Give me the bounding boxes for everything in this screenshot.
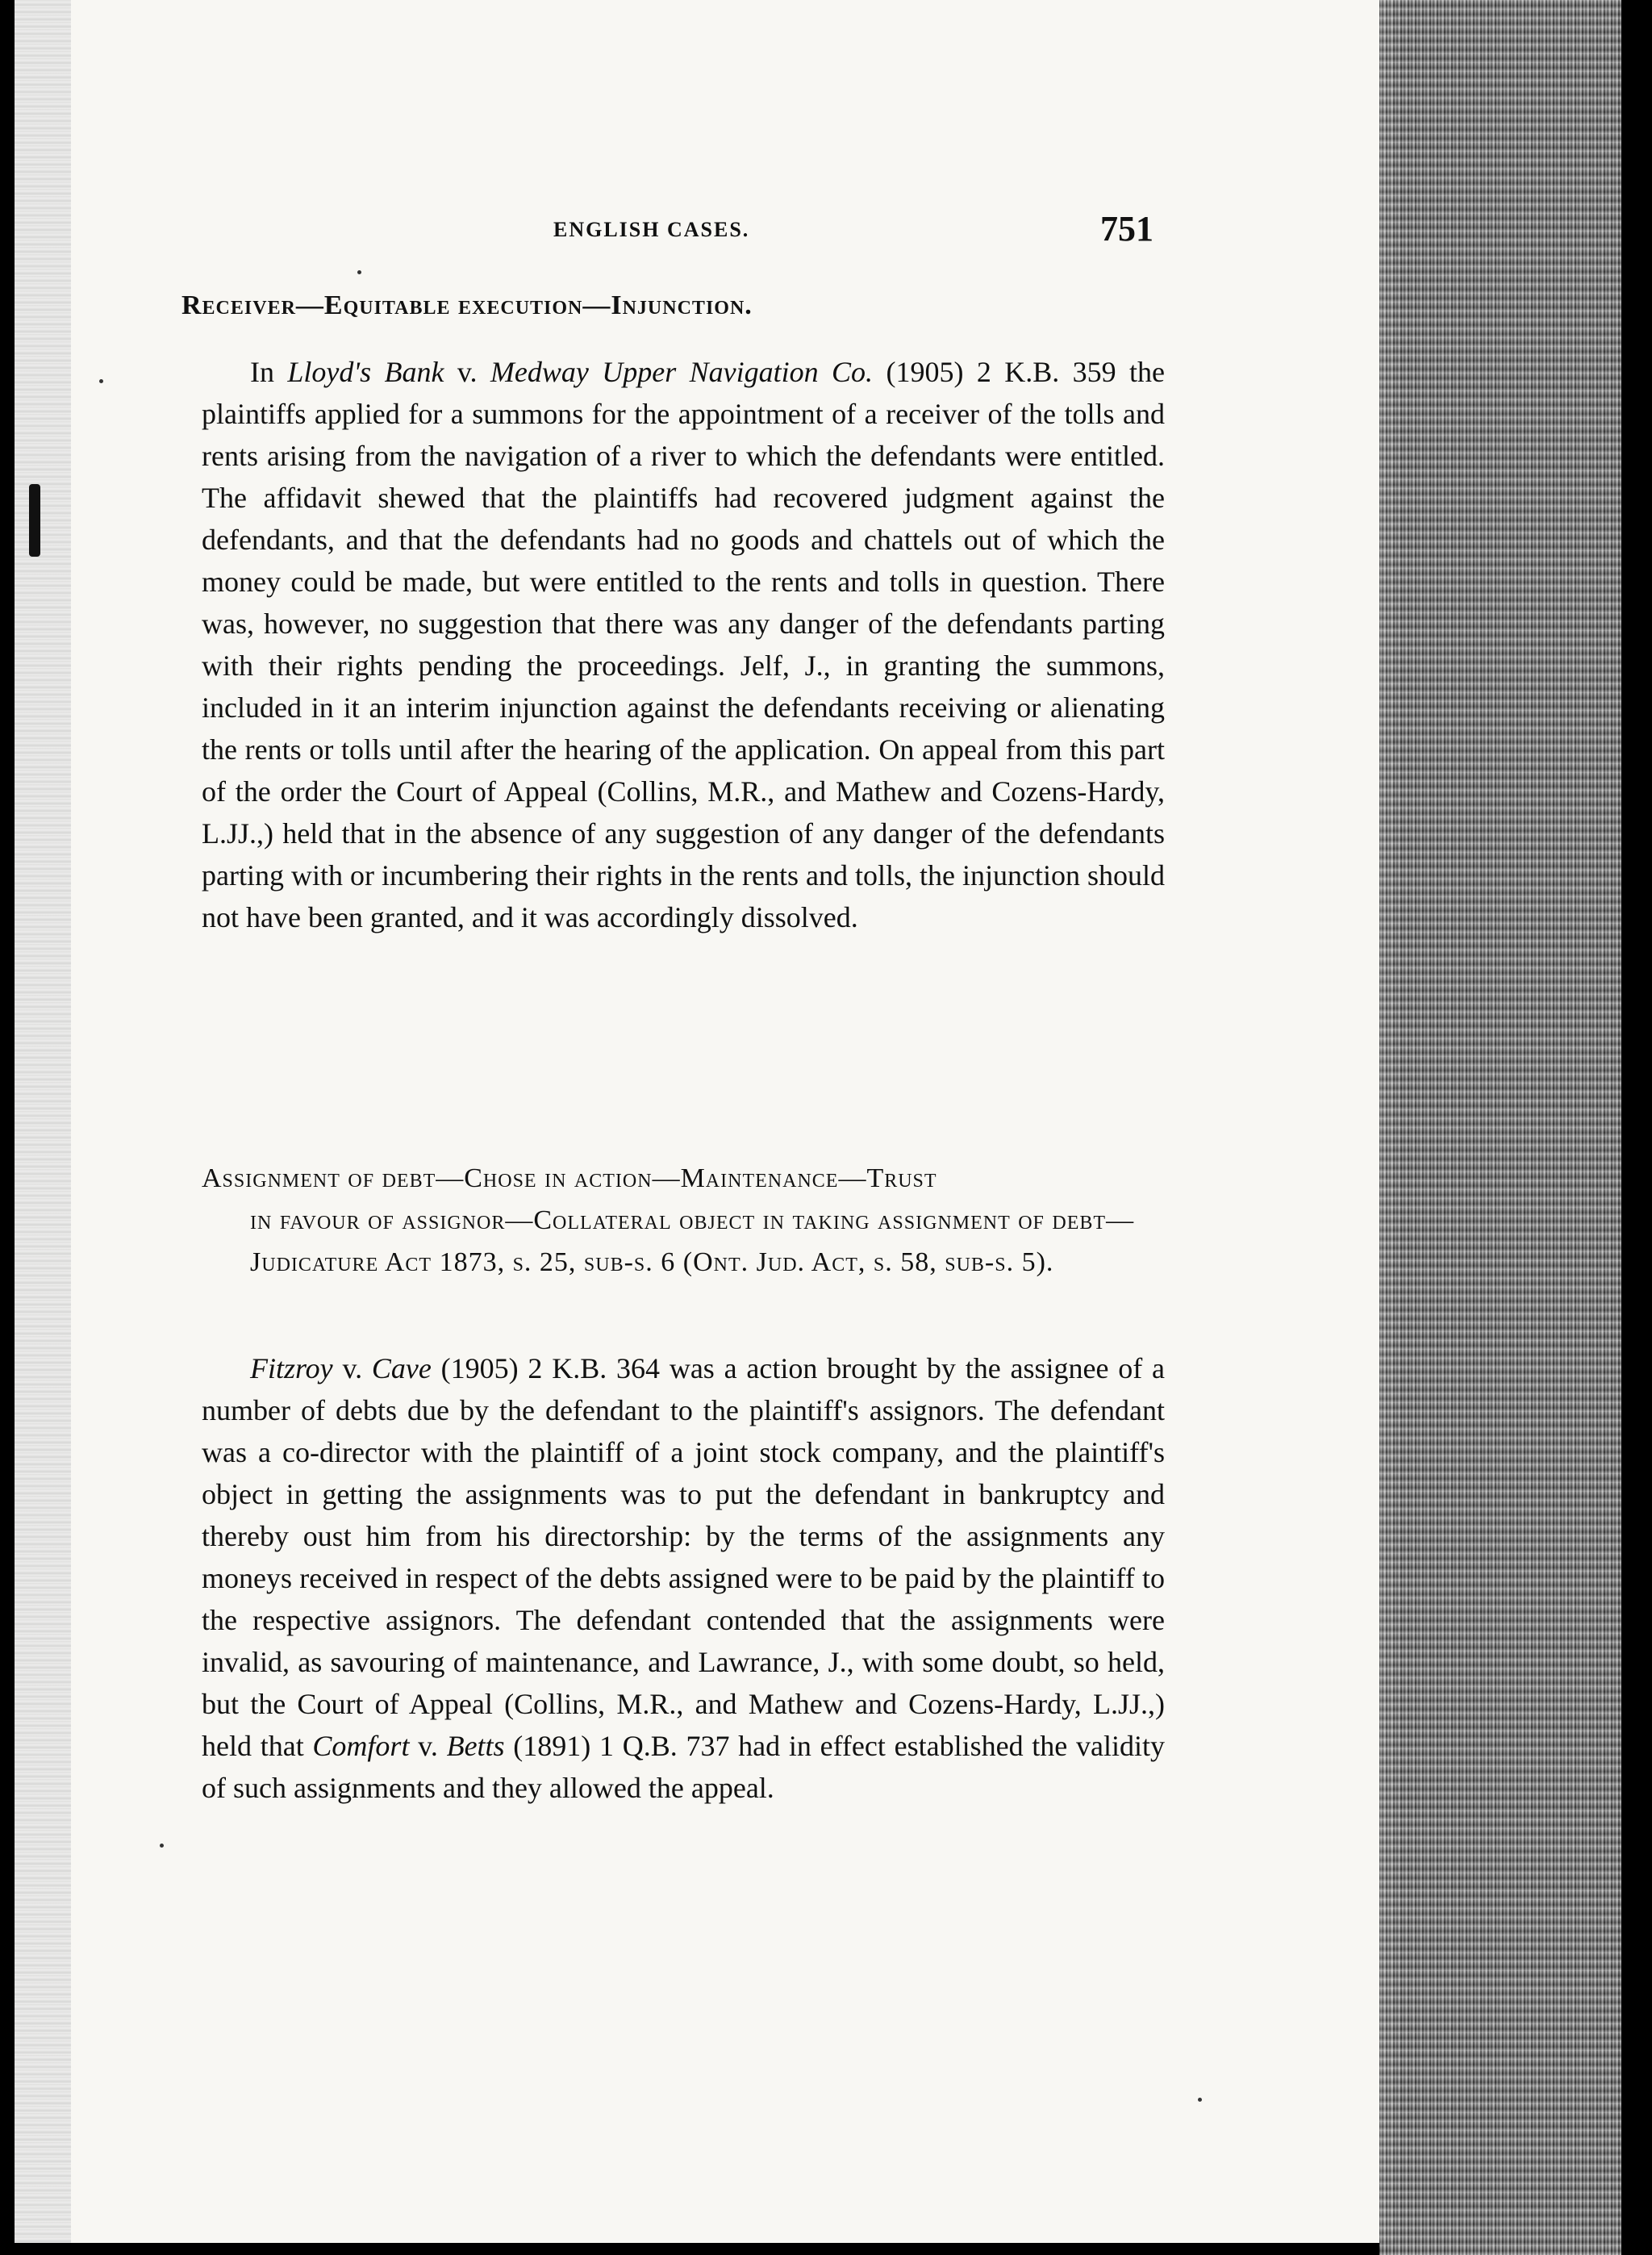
versus: v. — [332, 1352, 372, 1384]
page-number: 751 — [1100, 209, 1153, 248]
case-party: Cave — [371, 1352, 432, 1384]
paragraph-body: (1905) 2 K.B. 364 was a action brought by the assignee of a number of debts due by the defendant to the plaintiff's assignors. The defendant was a co-director with the plaintiff of a joint stock company, and the plaintiff's object in getting the assignments was to put the defendant in bankruptcy and thereby oust him from his directorship: by the terms of the assignments any moneys received in respect of the debts assigned were to be paid by the plaintiff to the respective assignors. The defendant contended that the assignments were invalid, as savouring of maintenance, and Lawrance, J., with some doubt, so held, but the Court of Appeal (Collins, M.R., and Mathew and Cozens-Hardy, L.JJ.,) held that — [202, 1352, 1165, 1762]
speck — [357, 270, 361, 274]
paragraph-fitzroy-cave — [202, 1347, 1165, 1809]
running-head: ENGLISH CASES. — [553, 218, 750, 241]
cited-case: Comfort — [312, 1730, 410, 1762]
margin-mark — [29, 484, 40, 557]
cited-versus: v. — [409, 1730, 447, 1762]
section-heading-assignment — [202, 1158, 1166, 1284]
heading-continuation: in favour of assignor—Collateral object in taking assignment of debt—Judicature Act 1873, s. 25, sub-s. 6 (Ont. Jud. Act, s. 58, sub-s. 5). — [250, 1205, 1135, 1277]
paragraph-lloyds-bank — [202, 351, 1165, 938]
case-name: Fitzroy — [250, 1352, 333, 1384]
paragraph-body-end: (1891) 1 Q.B. 737 had in effect established the validity of such assignments and they allowed the appeal. — [202, 1730, 1165, 1804]
speck — [99, 379, 103, 383]
cited-party: Betts — [446, 1730, 505, 1762]
binding-shadow — [15, 0, 71, 2243]
case-name: Lloyd's Bank — [287, 356, 444, 388]
section-heading-receiver: Receiver—Equitable execution—Injunction. — [181, 290, 753, 320]
speck — [160, 1844, 164, 1848]
case-party: Medway Upper Navigation Co. — [490, 356, 874, 388]
lead-in: In — [250, 356, 288, 388]
versus: v. — [444, 356, 490, 388]
paragraph-body: (1905) 2 K.B. 359 the plaintiffs applied for a summons for the appointment of a receiver of the tolls and rents arising from the navigation of a river to which the defendants were entitled. The affidavit shewed that the plaintiffs had recovered judgment against the defendants, and that the defendants had no goods and chattels out of which the money could be made, but were entitled to the rents and tolls in question. There was, however, no suggestion that there was any danger of the defendants parting with their rights pending the proceedings. Jelf, J., in granting the summons, included in it an interim injunction against the defendants receiving or alienating the rents or tolls until after the hearing of the application. On appeal from this part of the order the Court of Appeal (Collins, M.R., and Mathew and Cozens-Hardy, L.JJ.,) held that in the absence of any suggestion of any danger of the defendants parting with or incumbering their rights in the rents and tolls, the injunction should not have been granted, and it was accordingly dissolved. — [202, 356, 1165, 933]
speck — [1198, 2098, 1202, 2102]
scan-border — [1621, 0, 1652, 2255]
heading-line-1: Assignment of debt—Chose in action—Maintenance—Trust — [202, 1163, 937, 1193]
scanned-page — [15, 0, 1394, 2243]
scanned-edge-texture — [1379, 0, 1621, 2255]
